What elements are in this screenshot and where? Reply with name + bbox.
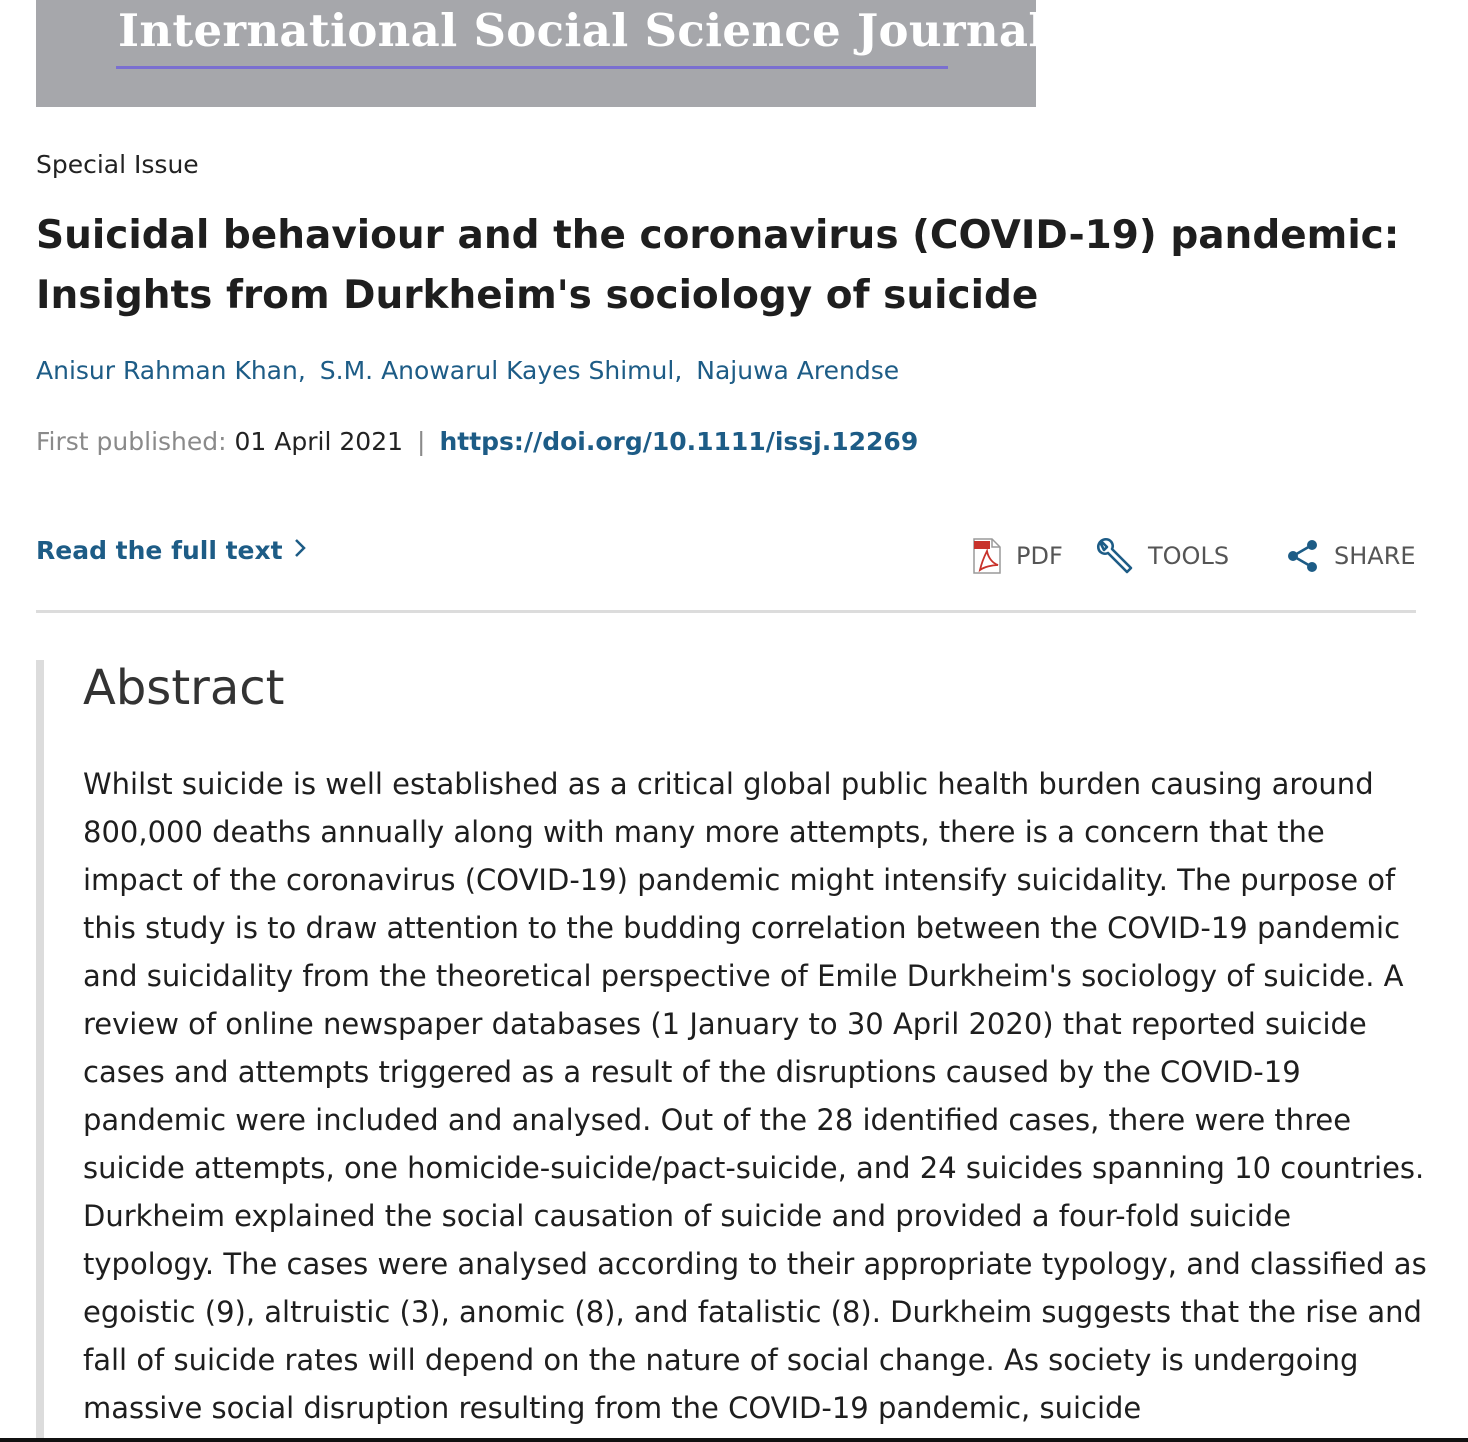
- abstract-text: Whilst suicide is well established as a critical global public health burden causing around 800,000 deaths annually along with many more attempts, there is a concern that the impact of the coronavirus (COVID-19) pandemic might intensify suicidality. The purpose of this study is to draw attention to the budding correlation between the COVID-19 pandemic and suicidality from the theoretical perspective of Emile Durkheim's sociology of suicide. A review of online newspaper databases (1 January to 30 April 2020) that reported suicide cases and attempts triggered as a result of the disruptions caused by the COVID-19 pandemic were included and analysed. Out of the 28 identified cases, there were three suicide attempts, one homicide-suicide/pact-suicide, and 24 suicides spanning 10 countries. Durkheim explained the social causation of suicide and provided a four-fold suicide typology. The cases were analysed according to their appropriate typology, and classified as egoistic (9), altruistic (3), anomic (8), and fatalistic (8). Durkheim suggests that the rise and fall of suicide rates will depend on the nature of social change. As society is undergoing massive social disruption resulting from the COVID-19 pandemic, suicide: [83, 767, 1427, 1425]
- read-full-text-label: Read the full text: [36, 536, 283, 565]
- journal-banner[interactable]: [36, 0, 1046, 107]
- issue-type-label: Special Issue: [36, 150, 199, 179]
- share-button[interactable]: [1286, 536, 1416, 576]
- abstract-heading: Abstract: [83, 660, 285, 716]
- window-bottom-edge: [0, 1438, 1468, 1442]
- pdf-button[interactable]: [972, 536, 1063, 576]
- publication-info: [36, 427, 918, 456]
- author-link[interactable]: Najuwa Arendse: [696, 356, 900, 385]
- tools-label: TOOLS: [1148, 542, 1230, 570]
- author-link[interactable]: Anisur Rahman Khan,: [36, 356, 306, 385]
- journal-title: International Social Science Journal: [118, 4, 1046, 57]
- wrench-icon: [1094, 536, 1134, 576]
- author-list: [36, 356, 913, 385]
- first-published-label: First published:: [36, 427, 227, 456]
- pub-separator: |: [417, 427, 426, 456]
- read-full-text-link[interactable]: [36, 536, 307, 565]
- share-icon: [1286, 538, 1320, 574]
- abstract-side-bar: [36, 660, 44, 1442]
- first-published-date: 01 April 2021: [234, 427, 404, 456]
- share-label: SHARE: [1334, 542, 1416, 570]
- tools-button[interactable]: [1094, 536, 1229, 576]
- pdf-label: PDF: [1016, 542, 1063, 570]
- doi-link[interactable]: https://doi.org/10.1111/issj.12269: [439, 427, 919, 456]
- banner-underline: [116, 66, 948, 69]
- article-title: Suicidal behaviour and the coronavirus (COVID-19) pandemic: Insights from Durkheim's sociology of suicide: [36, 213, 1400, 318]
- section-divider: [36, 610, 1416, 613]
- pdf-file-icon: [972, 537, 1002, 575]
- chevron-right-icon: [293, 536, 307, 565]
- author-link[interactable]: S.M. Anowarul Kayes Shimul,: [319, 356, 683, 385]
